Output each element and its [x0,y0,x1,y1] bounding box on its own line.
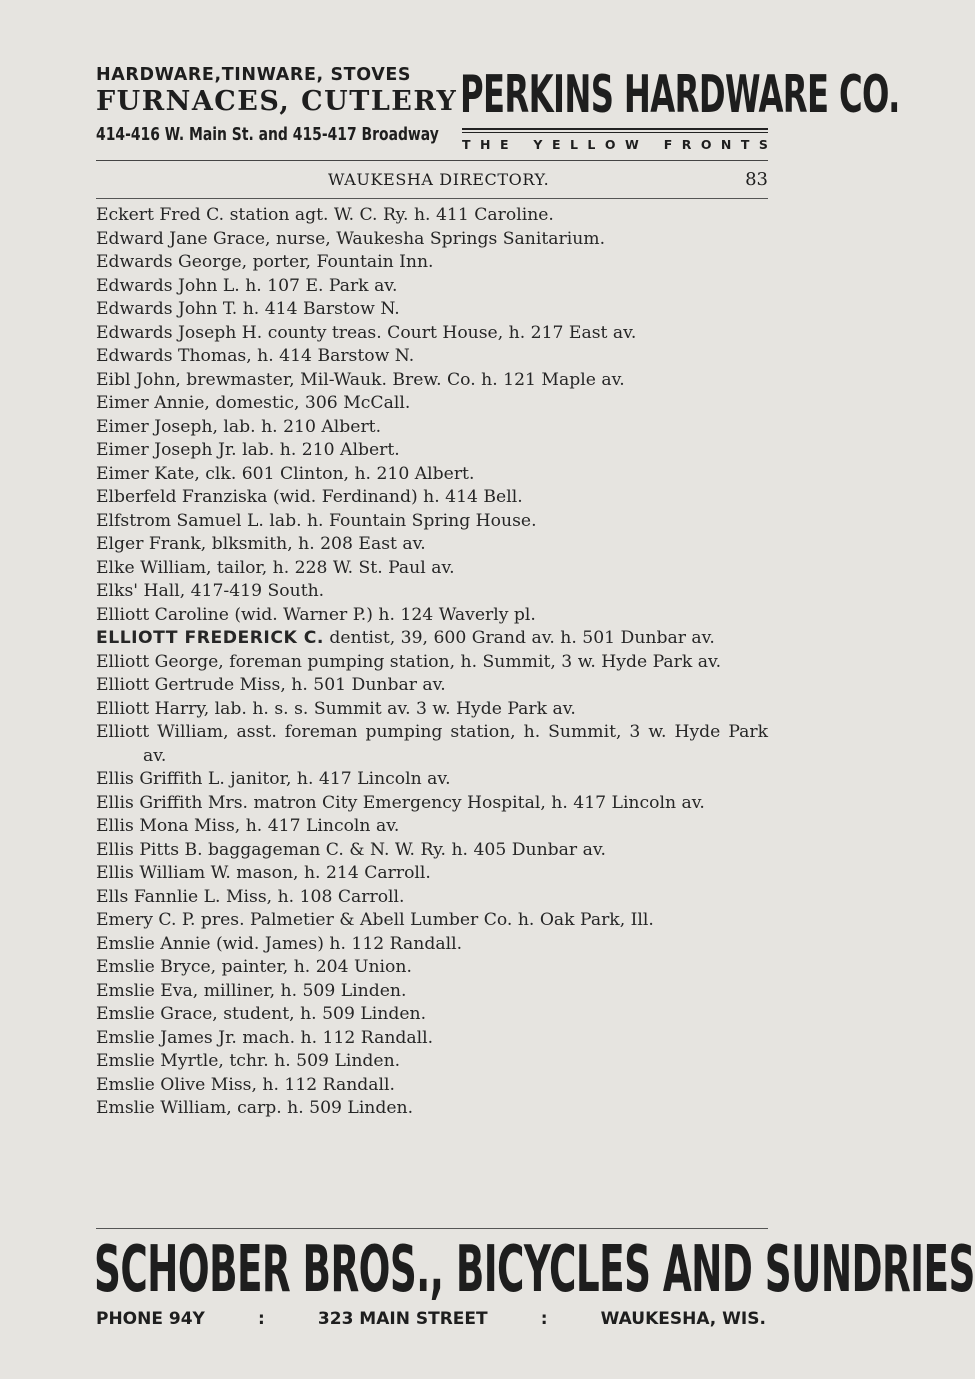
bold-list-item [96,627,768,651]
list-item: Eimer Kate, clk. 601 Clinton, h. 210 Albert. [96,463,475,484]
running-header [96,168,768,192]
tagline-letter: H [480,137,491,152]
ad-phone: PHONE 94Y [96,1309,205,1329]
tagline-letter: O [700,137,712,152]
list-item: Edwards John L. h. 107 E. Park av. [96,275,398,296]
ad-products-line: HARDWARE,TINWARE, STOVES [96,65,412,85]
list-item: Elliott Harry, lab. h. s. s. Summit av. 3 w. Hyde Park av. [96,698,576,719]
tagline-letter: R [681,137,692,152]
list-item: Eimer Joseph, lab. h. 210 Albert. [96,416,382,437]
list-item: Elliott Caroline (wid. Warner P.) h. 124 Waverly pl. [96,604,536,625]
list-item: Edwards George, porter, Fountain Inn. [96,252,434,272]
footer-rule [96,1228,768,1229]
ad-brand-rule [462,128,768,130]
list-item: Emslie Myrtle, tchr. h. 509 Linden. [96,1051,401,1071]
bold-entry-details: dentist, 39, 600 Grand av. h. 501 Dunbar av. [323,628,715,648]
list-item: Eibl John, brewmaster, Mil-Wauk. Brew. Co. h. 121 Maple av. [96,369,625,390]
list-item: Eimer Joseph Jr. lab. h. 210 Albert. [96,440,400,460]
list-item: Ellis Griffith Mrs. matron City Emergency Hospital, h. 417 Lincoln av. [96,792,705,813]
list-item: Ellis Griffith L. janitor, h. 417 Lincoln av. [96,769,451,789]
list-item: Ellis Pitts B. baggageman C. & N. W. Ry. h. 405 Dunbar av. [96,839,606,860]
ad-separator: : [257,1309,265,1329]
list-item: Emslie Annie (wid. James) h. 112 Randall. [96,933,463,954]
ad-separator: : [540,1309,548,1329]
tagline-letter: L [569,137,578,152]
header-rule [96,198,768,199]
list-item: Emslie Olive Miss, h. 112 Randall. [96,1074,396,1095]
ad-bottom-contact [96,1308,766,1330]
list-item: Ells Fannlie L. Miss, h. 108 Carroll. [96,886,405,907]
tagline-letter: E [499,137,509,152]
list-item: Emslie Eva, milliner, h. 509 Linden. [96,980,407,1001]
directory-entries [96,204,768,1121]
list-item: Emslie Bryce, painter, h. 204 Union. [96,957,412,977]
list-item: Elberfeld Franziska (wid. Ferdinand) h. 414 Bell. [96,487,523,507]
bottom-advertisement [94,1232,975,1332]
tagline-letter: E [551,137,561,152]
tagline-letter: T [462,137,471,152]
tagline-letter: N [720,137,732,152]
list-item: Emslie Grace, student, h. 509 Linden. [96,1004,427,1024]
list-item: Edwards John T. h. 414 Barstow N. [96,299,400,319]
ad-bottom-title: SCHOBER BROS., BICYCLES AND SUNDRIES [94,1233,975,1307]
tagline-letter: O [604,137,616,152]
tagline-letter: F [663,137,673,152]
list-item: Emery C. P. pres. Palmetier & Abell Lumber Co. h. Oak Park, Ill. [96,910,654,930]
page-number: 83 [745,169,768,190]
ad-brand-rule-thin [462,132,768,133]
tagline-letter: T [740,137,750,152]
tagline-letter: W [624,137,639,152]
list-item: Ellis Mona Miss, h. 417 Lincoln av. [96,816,400,836]
list-item: Edward Jane Grace, nurse, Waukesha Springs Sanitarium. [96,228,606,249]
list-item: Eimer Annie, domestic, 306 McCall. [96,393,411,413]
tagline-letter: Y [533,137,543,152]
list-item: Elke William, tailor, h. 228 W. St. Paul av. [96,557,455,578]
list-item: Eckert Fred C. station agt. W. C. Ry. h. 411 Caroline. [96,205,554,225]
list-item: Edwards Thomas, h. 414 Barstow N. [96,346,415,366]
ad-brand-name: PERKINS HARDWARE CO. [460,65,900,125]
page-title: WAUKESHA DIRECTORY. [328,170,550,189]
ad-left-block [96,64,458,146]
tagline-letter: L [587,137,596,152]
ad-tagline [462,136,768,154]
list-item: Ellis William W. mason, h. 214 Carroll. [96,863,431,883]
list-item: Elger Frank, blksmith, h. 208 East av. [96,534,426,554]
ad-address: 414-416 W. Main St. and 415-417 Broadway [96,124,439,145]
top-advertisement [96,64,900,164]
ad-city: WAUKESHA, WIS. [600,1309,766,1329]
list-item: Elliott William, asst. foreman pumping station, h. Summit, 3 w. Hyde Park av. [96,722,768,766]
list-item: Edwards Joseph H. county treas. Court House, h. 217 East av. [96,322,637,343]
list-item: Elliott George, foreman pumping station, h. Summit, 3 w. Hyde Park av. [96,651,722,672]
tagline-letter: S [758,137,768,152]
ad-street: 323 MAIN STREET [317,1309,488,1329]
list-item: Emslie William, carp. h. 509 Linden. [96,1098,414,1118]
list-item: Elks' Hall, 417-419 South. [96,581,325,601]
bold-entry-name: ELLIOTT FREDERICK C. [96,628,324,648]
list-item: Elliott Gertrude Miss, h. 501 Dunbar av. [96,675,446,695]
list-item: Elfstrom Samuel L. lab. h. Fountain Spring House. [96,510,537,531]
ad-products-line-2: FURNACES, CUTLERY [96,86,458,117]
ad-divider [96,160,768,161]
list-item: Emslie James Jr. mach. h. 112 Randall. [96,1027,434,1048]
